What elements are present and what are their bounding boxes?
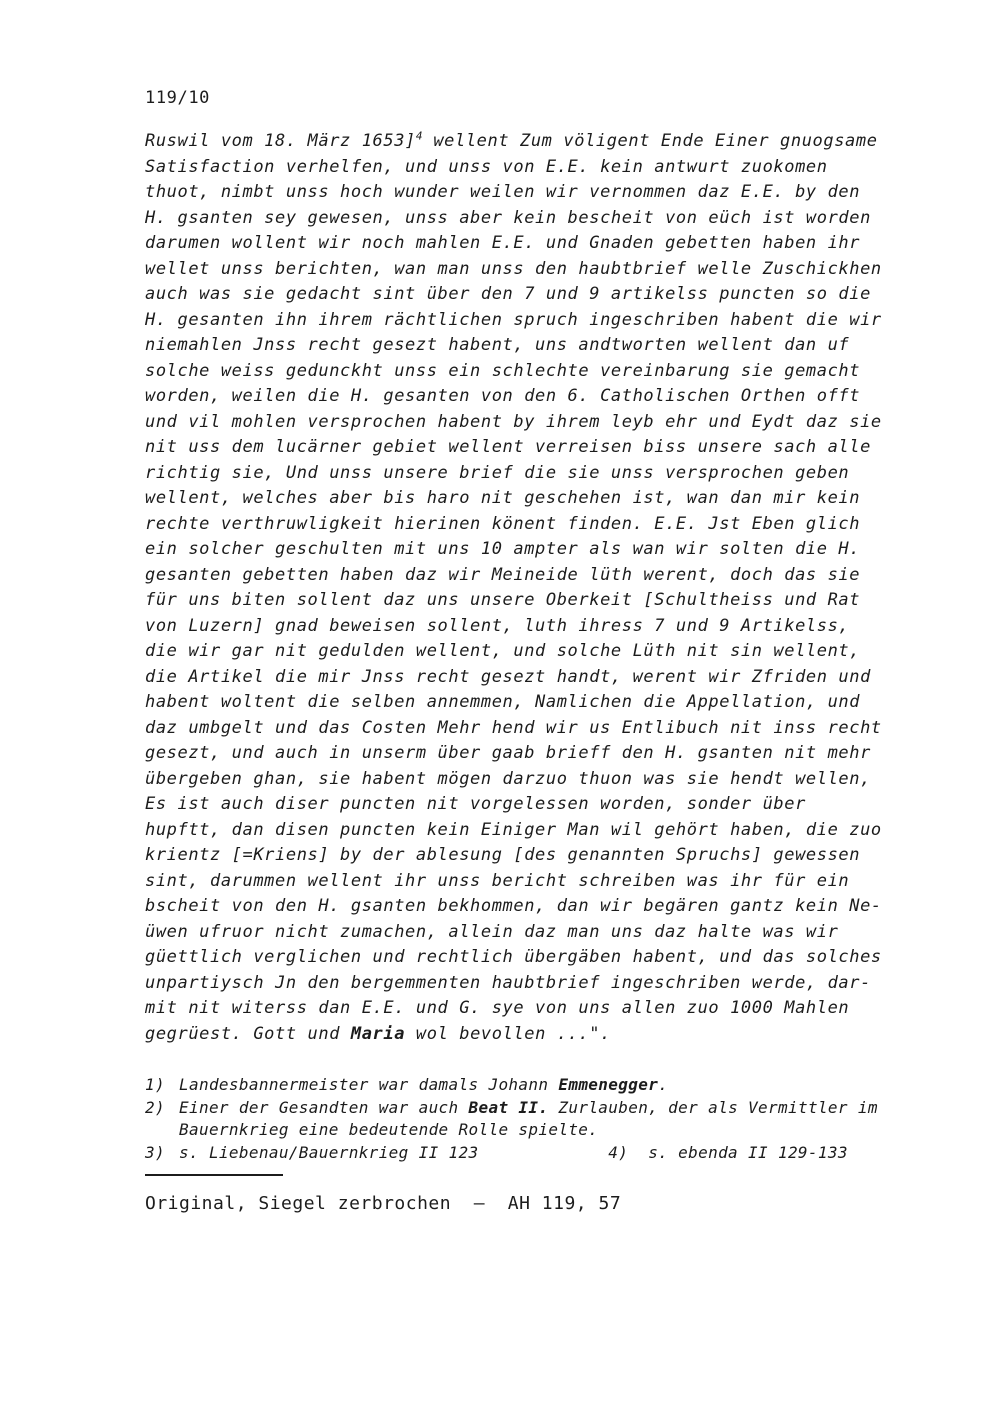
- body-line: Satisfaction verhelfen, und unss von E.E. kein antwurt zuokomen: [145, 156, 828, 177]
- body-text-segment: wellent Zum völigent Ende Einer gnuogsame: [422, 131, 878, 151]
- body-text-segment: Ruswil vom 18. März 1653]: [145, 131, 416, 151]
- body-line: und vil mohlen versprochen habent by ihrem leyb ehr und Eydt daz sie: [145, 411, 882, 432]
- footnote-text-segment: .: [658, 1075, 669, 1094]
- body-line: habent woltent die selben annemmen, Namlichen die Appellation, und: [145, 692, 861, 712]
- body-line: bscheit von den H. gsanten bekhommen, dan wir begären gantz kein Ne-: [145, 896, 882, 916]
- body-line: übergeben ghan, sie habent mögen darzuo thuon was sie hendt wellen,: [145, 768, 871, 789]
- body-line: ein solcher geschulten mit uns 10 ampter als wan wir solten die H.: [145, 539, 861, 559]
- footnote-3-and-4: [145, 1142, 917, 1165]
- divider-line: [145, 1174, 283, 1176]
- page-content: [145, 88, 917, 1214]
- body-line: unpartiysch Jn den bergemmenten haubtbrief ingeschriben werde, dar-: [145, 972, 871, 993]
- body-line: richtig sie, Und unss unsere brief die sie unss versprochen geben: [145, 462, 850, 483]
- page-number: 119/10: [145, 88, 211, 108]
- body-line-first: [145, 129, 917, 155]
- footnote-ref-4: 4: [415, 129, 423, 143]
- body-text-segment: wol bevollen ...".: [405, 1023, 611, 1044]
- footnote-3-number: 3): [145, 1142, 165, 1162]
- footnote-2-number: 2): [145, 1097, 165, 1117]
- body-line: von Luzern] gnad beweisen sollent, luth ihress 7 und 9 Artikelss,: [145, 615, 850, 636]
- body-line: hupftt, dan disen puncten kein Einiger Man wil gehört haben, die zuo: [145, 819, 882, 840]
- footnote-1-text: [179, 1074, 917, 1097]
- footnote-2: [145, 1097, 917, 1142]
- footnote-text-segment: Zurlauben, der als Vermittler im: [548, 1097, 878, 1117]
- body-line: sint, darummen wellent ihr unss bericht schreiben was ihr für ein: [145, 870, 850, 891]
- bold-name-maria: Maria: [350, 1023, 406, 1044]
- footnote-2-text: [179, 1097, 917, 1142]
- body-lines: [145, 155, 917, 1022]
- body-line: H. gesanten ihn ihrem rächtlichen spruch ingeschriben habent die wir: [145, 309, 882, 330]
- footnote-text-segment: Landesbannermeister war damals Johann: [179, 1075, 559, 1094]
- body-line: wellet unss berichten, wan man unss den haubtbrief welle Zuschickhen: [145, 258, 882, 279]
- bold-name-beat-ii: Beat II.: [468, 1097, 549, 1117]
- footnote-1: [145, 1074, 917, 1097]
- archive-reference: Original, Siegel zerbrochen – AH 119, 57: [145, 1193, 622, 1214]
- body-line: für uns biten sollent daz uns unsere Oberkeit [Schultheiss und Rat: [145, 590, 861, 610]
- body-line: daz umbgelt und das Costen Mehr hend wir us Entlibuch nit inss recht: [145, 717, 882, 738]
- footnote-2-line-2: Bauernkrieg eine bedeutende Rolle spielte.: [179, 1120, 599, 1139]
- body-line: worden, weilen die H. gesanten von den 6. Catholischen Orthen offt: [145, 386, 861, 406]
- footnote-text-segment: Einer der Gesandten war auch: [179, 1097, 469, 1117]
- body-line: mit nit witerss dan E.E. und G. sye von uns allen zuo 1000 Mahlen: [145, 998, 850, 1018]
- body-text-segment: gegrüest. Gott und: [145, 1023, 351, 1044]
- body-line: solche weiss gedunckht unss ein schlechte vereinbarung sie gemacht: [145, 360, 861, 381]
- body-line: gesanten gebetten haben daz wir Meineide lüth werent, doch das sie: [145, 564, 861, 585]
- body-line: nit uss dem lucärner gebiet wellent verreisen biss unsere sach alle: [145, 437, 871, 457]
- body-line: die wir gar nit gedulden wellent, und solche Lüth nit sin wellent,: [145, 641, 861, 661]
- body-line: güettlich verglichen und rechtlich übergäben habent, und das solches: [145, 947, 882, 967]
- body-line: thuot, nimbt unss hoch wunder weilen wir vernommen daz E.E. by den: [145, 182, 861, 202]
- bold-name-emmenegger: Emmenegger: [558, 1075, 659, 1094]
- footnote-2-line-1: [179, 1097, 917, 1120]
- body-line: gesezt, und auch in unserm über gaab brieff den H. gsanten nit mehr: [145, 743, 871, 763]
- footnotes: [145, 1074, 917, 1164]
- body-line: rechte verthruwligkeit hierinen könent finden. E.E. Jst Eben glich: [145, 513, 861, 534]
- body-line: niemahlen Jnss recht gesezt habent, uns andtworten wellent dan uf: [145, 335, 850, 355]
- body-line: darumen wollent wir noch mahlen E.E. und Gnaden gebetten haben ihr: [145, 233, 861, 253]
- body-line-last: [145, 1022, 917, 1048]
- footnote-3-text: s. Liebenau/Bauernkrieg II 123 4) s. ebenda II 129-133: [179, 1142, 848, 1162]
- body-line: H. gsanten sey gewesen, unss aber kein bescheit von eüch ist worden: [145, 207, 871, 228]
- body-line: Es ist auch diser puncten nit vorgelessen worden, sonder über: [145, 794, 806, 814]
- body-line: die Artikel die mir Jnss recht gesezt handt, werent wir Zfriden und: [145, 666, 871, 687]
- footnote-1-number: 1): [145, 1075, 165, 1094]
- letter-body: [145, 129, 917, 1047]
- body-line: üwen ufruor nicht zumachen, allein daz man uns daz halte was wir: [145, 921, 839, 942]
- body-line: auch was sie gedacht sint über den 7 und 9 artikelss puncten so die: [145, 284, 871, 304]
- body-line: wellent, welches aber bis haro nit geschehen ist, wan dan mir kein: [145, 488, 861, 508]
- body-line: krientz [=Kriens] by der ablesung [des genannten Spruchs] gewessen: [145, 845, 861, 865]
